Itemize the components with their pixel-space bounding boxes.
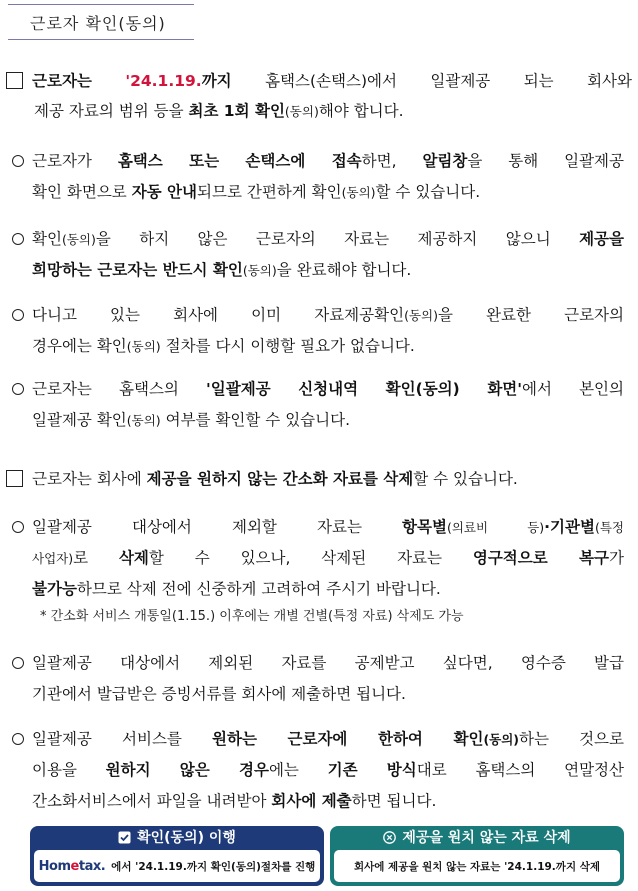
sec1-bold: 근로자는 xyxy=(32,72,92,90)
circle-bullet-icon xyxy=(12,309,24,321)
square-bullet-icon xyxy=(6,470,23,487)
circle-bullet-icon xyxy=(12,383,24,395)
delete-button-text: 회사에 제공을 원치 않는 자료는 '24.1.19.까지 삭제 xyxy=(353,860,601,873)
delete-button-title: 제공을 원치 않는 자료 삭제 xyxy=(402,830,571,846)
action-buttons xyxy=(30,826,624,886)
confirm-button-text: 에서 '24.1.19.까지 확인(동의)절차를 진행 xyxy=(111,860,316,873)
deadline-date: '24.1.19. xyxy=(125,72,202,90)
bullet-check-screen: 근로자는 홈택스의 '일괄제공 신청내역 확인(동의) 화면'에서 본인의 일괄제공 확인(동의) 여부를 확인할 수 있습니다. xyxy=(12,374,624,436)
bullet-delete-items: 일괄제공 대상에서 제외할 자료는 항목별(의료비 등)·기관별(특정 사업자)로 삭제할 수 있으나, 삭제된 자료는 영구적으로 복구가 불가능하므로 삭제 전에 신중하게 고려하여 주시기 바랍니다. xyxy=(12,512,624,605)
section-title-box xyxy=(8,4,194,40)
circle-bullet-icon xyxy=(12,233,24,245)
section-confirm: 근로자는 '24.1.19.까지 홈택스(손택스)에서 일괄제공 되는 회사와 제공 자료의 범위 등을 최초 1회 확인(동의)해야 합니다. xyxy=(6,66,632,127)
bullet-receipt: 일괄제공 대상에서 제외된 자료를 공제받고 싶다면, 영수증 발급 기관에서 발급받은 증빙서류를 회사에 제출하면 됩니다. xyxy=(12,648,624,710)
delete-button[interactable] xyxy=(330,826,624,886)
square-bullet-icon xyxy=(6,72,23,89)
section-title: 근로자 확인(동의) xyxy=(30,13,166,33)
checkbox-icon xyxy=(118,831,131,844)
confirm-button[interactable] xyxy=(30,826,324,886)
bullet-existing-method: 일괄제공 서비스를 원하는 근로자에 한하여 확인(동의)하는 것으로 이용을 원하지 않은 경우에는 기존 방식대로 홈택스의 연말정산 간소화서비스에서 파일을 내려받아 회사에 제출하면 됩니다. xyxy=(12,724,624,817)
section-delete: 근로자는 회사에 제공을 원하지 않는 간소화 자료를 삭제할 수 있습니다. xyxy=(6,464,632,494)
bullet-already-confirmed: 다니고 있는 회사에 이미 자료제공확인(동의)을 완료한 근로자의 경우에는 확인(동의) 절차를 다시 이행할 필요가 없습니다. xyxy=(12,300,624,362)
hometax-logo: Hometax. xyxy=(38,858,106,874)
bullet-must-confirm: 확인(동의)을 하지 않은 근로자의 자료는 제공하지 않으니 제공을 희망하는 근로자는 반드시 확인(동의)을 완료해야 합니다. xyxy=(12,224,624,286)
bullet-auto-guide: 근로자가 홈택스 또는 손택스에 접속하면, 알림창을 통해 일괄제공 확인 화면으로 자동 안내되므로 간편하게 확인(동의)할 수 있습니다. xyxy=(12,146,624,208)
circle-bullet-icon xyxy=(12,657,24,669)
circle-bullet-icon xyxy=(12,733,24,745)
circle-bullet-icon xyxy=(12,155,24,167)
circle-bullet-icon xyxy=(12,521,24,533)
confirm-button-title: 확인(동의) 이행 xyxy=(137,830,236,846)
note-text: * 간소화 서비스 개통일(1.15.) 이후에는 개별 건별(특정 자료) 삭제도 가능 xyxy=(40,609,464,624)
close-circle-icon xyxy=(383,831,396,844)
